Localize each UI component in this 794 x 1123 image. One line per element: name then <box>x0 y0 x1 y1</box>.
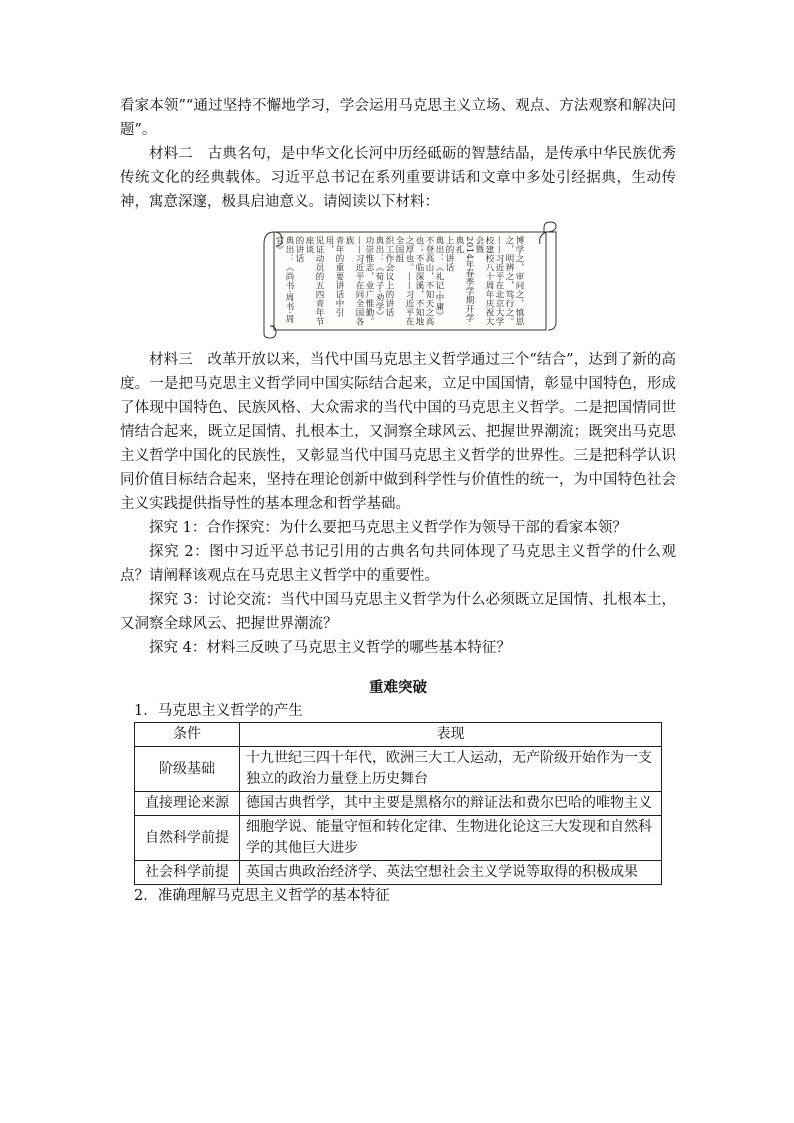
table-row <box>135 747 662 792</box>
scroll-text-column: 青年的重要讲话中引用， <box>324 236 344 317</box>
table-cell-condition: 阶级基础 <box>135 747 240 792</box>
scroll-text-column: 功崇惟志，业广惟勤。 <box>364 236 374 326</box>
scroll-text-column: 见证动员的五四青年节座谈 <box>304 236 324 326</box>
table-header-performance: 表现 <box>240 723 662 747</box>
scroll-text-column: 典出：《礼记·中庸》 <box>434 236 444 321</box>
section-title: 重难突破 <box>369 679 427 696</box>
table-row <box>135 792 662 816</box>
table-row <box>135 816 662 861</box>
scroll-text-column: ——习近平在北京大学 <box>494 236 504 326</box>
scroll-text-column: 典出：《荀子·劝学》 <box>374 236 384 321</box>
table-cell-description: 十九世纪三四十年代，欧洲三大工人运动，无产阶级开始作为一支独立的政治力量登上历史舞台 <box>240 747 662 792</box>
table-cell-condition: 自然科学前提 <box>135 816 240 861</box>
paragraph-material-two: 材料二 古典名句，是中华文化长河中历经砥砺的智慧结晶，是传承中华民族优秀传统文化的经典载体。习近平总书记在系列重要讲话和文章中多处引经据典，生动传神，寓意深邃，极具启迪意义。请阅读以下材料： <box>120 146 676 210</box>
paragraph-material-one-end: 看家本领”“通过坚持不懈地学习，学会运用马克思主义立场、观点、方法观察和解决问题”。 <box>120 98 676 138</box>
question-4: 探究 4：材料三反映了马克思主义哲学的哪些基本特征？ <box>149 640 511 656</box>
table-cell-condition: 社会科学前提 <box>135 861 240 885</box>
scroll-text-column: 织工作会议上的讲话 <box>384 236 394 317</box>
scroll-text-columns <box>274 236 524 326</box>
scroll-text-column: 的讲话 <box>294 236 304 263</box>
scroll-text-column: 校建校八十周年庆祝大会暨 <box>474 236 494 326</box>
question-1: 探究 1：合作探究：为什么要把马克思主义哲学作为领导干部的看家本领？ <box>149 520 627 536</box>
scroll-text-column: 博学之，审问之，慎思 <box>514 236 524 326</box>
document-page <box>120 94 676 907</box>
scroll-text-column: 也；不临深溪，不知地 <box>414 236 424 326</box>
origin-table <box>134 722 662 885</box>
section-item-1: 1．马克思主义哲学的产生 <box>134 703 303 719</box>
question-3: 探究 3：讨论交流：当代中国马克思主义哲学为什么必须既立足国情、扎根本土，又洞察全球风云、把握世界潮流？ <box>120 592 676 632</box>
table-cell-description: 德国古典哲学，其中主要是黑格尔的辩证法和费尔巴哈的唯物主义 <box>240 792 662 816</box>
scroll-text-column: ——习近平在同全国各族 <box>344 236 364 326</box>
classical-quotes-scroll <box>260 222 560 340</box>
scroll-text-column: 2014年春季学期开学典礼 <box>454 236 474 323</box>
table-row <box>135 861 662 885</box>
scroll-text-column: 上的讲话 <box>444 236 454 272</box>
paragraph-material-three: 材料三 改革开放以来，当代中国马克思主义哲学通过三个“结合”，达到了新的高度。一是把马克思主义哲学同中国实际结合起来，立足中国国情，彰显中国特色，形成了体现中国特色、民族风格、大众需求的当代中国的马克思主义哲学。二是把国情同世情结合起来，既立足国情、扎根本土，又洞察全球风云、把握世界潮流；既突出马克思主义哲学中国化的民族性，又彰显当代中国马克思主义哲学的世界性。三是把科学认识同价值目标结合起来，坚持在理论创新中做到科学性与价值性的统一，为中国特色社会主义实践提供指导性的基本理念和哲学基础。 <box>120 352 676 512</box>
table-header-row <box>135 723 662 747</box>
scroll-text-column: 不登高山，不知天之高 <box>424 236 434 326</box>
section-item-2: 2．准确理解马克思主义哲学的基本特征 <box>134 888 390 904</box>
table-cell-condition: 直接理论来源 <box>135 792 240 816</box>
question-2: 探究 2：图中习近平总书记引用的古典名句共同体现了马克思主义哲学的什么观点？请阐释该观点在马克思主义哲学中的重要性。 <box>120 544 676 584</box>
table-cell-description: 英国古典政治经济学、英法空想社会主义学说等取得的积极成果 <box>240 861 662 885</box>
scroll-text-column: 典出：《尚书·周书·周官》 <box>274 236 294 324</box>
scroll-text-column: 之厚也。——习近平在全国组 <box>394 236 414 326</box>
table-cell-description: 细胞学说、能量守恒和转化定律、生物进化论这三大发现和自然科学的其他巨大进步 <box>240 816 662 861</box>
scroll-text-column: 之，明辨之，笃行之。 <box>504 236 514 326</box>
table-header-condition: 条件 <box>135 723 240 747</box>
